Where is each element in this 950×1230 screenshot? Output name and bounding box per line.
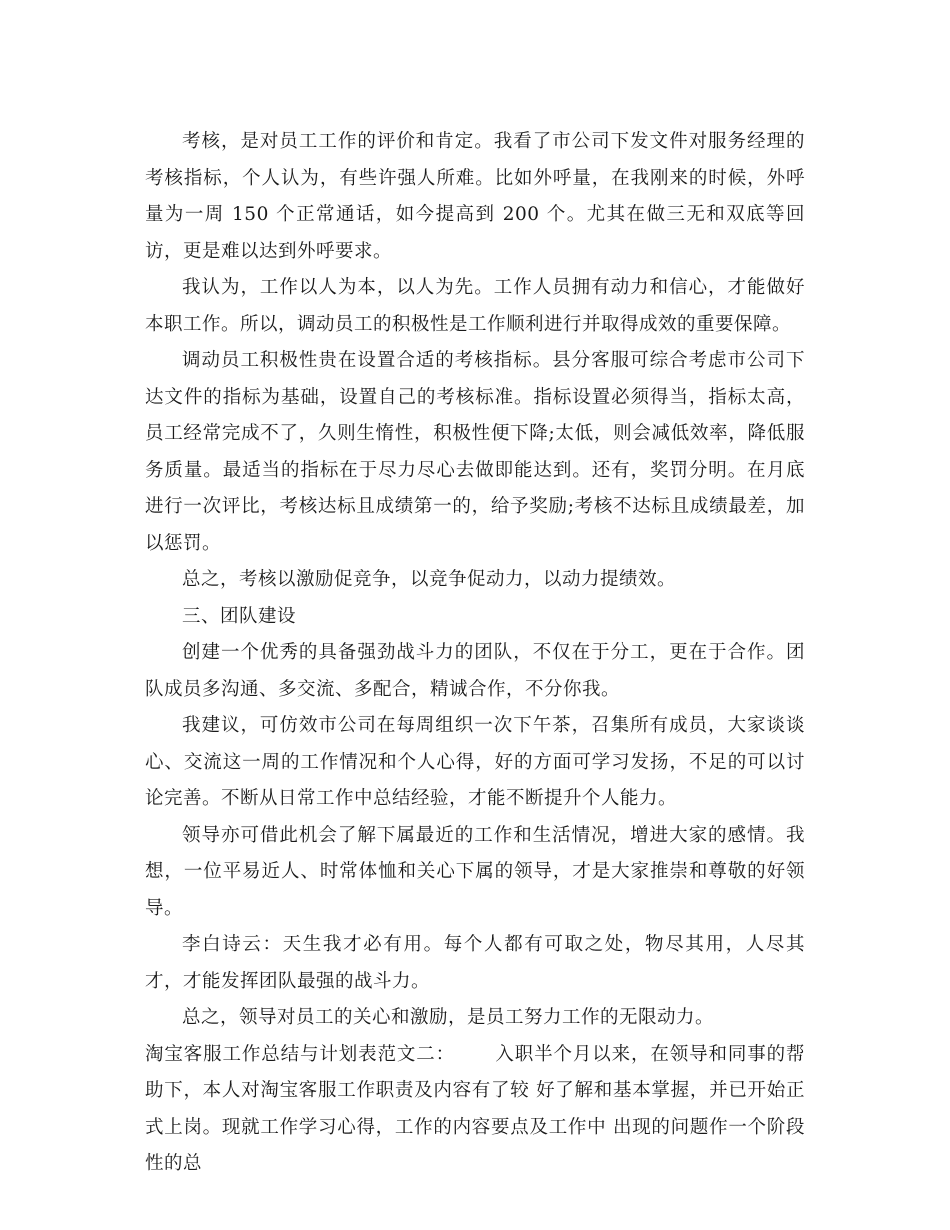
paragraph-li-bai-quote: 李白诗云：天生我才必有用。每个人都有可取之处，物尽其用，人尽其才，才能发挥团队最强的战斗力。: [145, 934, 805, 992]
paragraph-indicators: 调动员工积极性贵在设置合适的考核指标。县分客服可综合考虑市公司下达文件的指标为基础，设置自己的考核标准。指标设置必须得当，指标太高，员工经常完成不了，久则生惰性，积极性便下降;太低，则会减低效率，降低服务质量。最适当的指标在于尽力尽心去做即能达到。还有，奖罚分明。在月底进行一次评比，考核达标且成绩第一的，给予奖励;考核不达标且成绩最差，加以惩罚。: [145, 350, 805, 554]
paragraph-sample-two: [145, 1037, 805, 1183]
paragraph-conclusion: 总之，领导对员工的关心和激励，是员工努力工作的无限动力。: [182, 1007, 715, 1028]
paragraph-people-first: 我认为，工作以人为本，以人为先。工作人员拥有动力和信心，才能做好本职工作。所以，调动员工的积极性是工作顺利进行并取得成效的重要保障。: [145, 277, 805, 335]
paragraph-leadership: 领导亦可借此机会了解下属最近的工作和生活情况，增进大家的感情。我想，一位平易近人、时常体恤和关心下属的领导，才是大家推崇和尊敬的好领导。: [145, 824, 805, 919]
sample-two-heading: 淘宝客服工作总结与计划表范文二：: [145, 1043, 455, 1065]
document-body: [145, 124, 805, 1183]
paragraph-assessment-summary: 总之，考核以激励促竞争，以竞争促动力，以动力提绩效。: [182, 569, 677, 590]
section-heading-team-building: 三、团队建设: [182, 605, 297, 627]
sample-two-body: 入职半个月以来，在领导和同事的帮助下，本人对淘宝客服工作职责及内容有了较 好了解和基本掌握，并已开始正式上岗。现就工作学习心得，工作的内容要点及工作中 出现的问题作一个阶段性的总: [145, 1043, 805, 1174]
paragraph-assessment: 考核，是对员工工作的评价和肯定。我看了市公司下发文件对服务经理的考核指标，个人认为，有些许强人所难。比如外呼量，在我刚来的时候，外呼量为一周 150 个正常通话，如今提高到 200 个。尤其在做三无和双底等回访，更是难以达到外呼要求。: [145, 131, 805, 262]
paragraph-team-cooperation: 创建一个优秀的具备强劲战斗力的团队，不仅在于分工，更在于合作。团队成员多沟通、多交流、多配合，精诚合作，不分你我。: [145, 642, 805, 700]
paragraph-tea-suggestion: 我建议，可仿效市公司在每周组织一次下午茶，召集所有成员，大家谈谈心、交流这一周的工作情况和个人心得，好的方面可学习发扬，不足的可以讨论完善。不断从日常工作中总结经验，才能不断提升个人能力。: [145, 715, 805, 809]
